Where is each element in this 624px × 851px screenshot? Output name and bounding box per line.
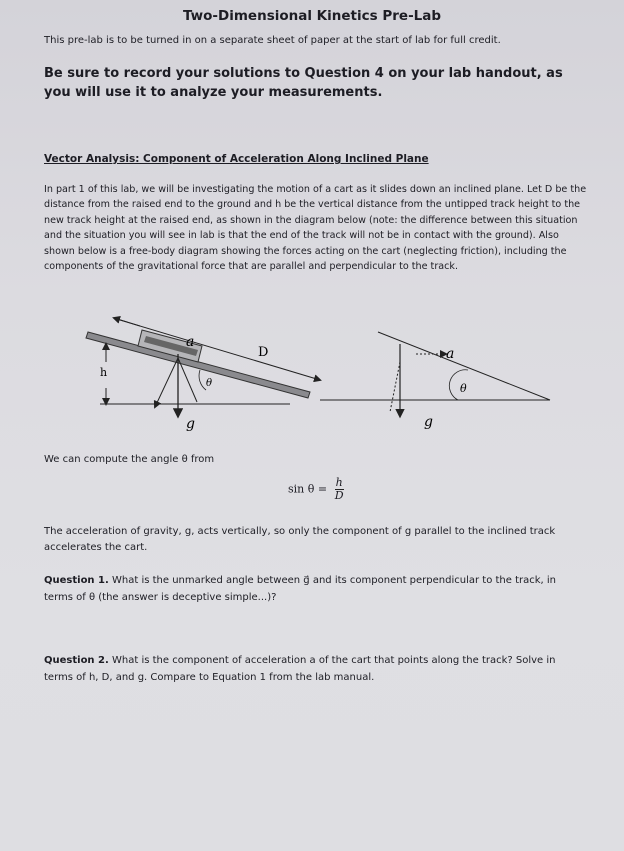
question-1 xyxy=(44,572,584,606)
label-g: g xyxy=(186,416,195,432)
page-title: Two-Dimensional Kinetics Pre-Lab xyxy=(182,8,442,24)
question-1-text: What is the unmarked angle between g⃗ and its component perpendicular to the track, in terms of θ (the answer is deceptive simple...)? xyxy=(44,575,557,603)
label-h: h xyxy=(100,366,108,379)
label-a: a xyxy=(186,334,195,350)
fbd-label-g: g xyxy=(424,414,433,430)
label-D: D xyxy=(258,345,269,360)
gravity-text: The acceleration of gravity, g, acts vertically, so only the component of g parallel to the inclined track accelerates the cart. xyxy=(44,526,556,553)
question-1-label: Question 1. xyxy=(44,575,109,586)
sine-equation xyxy=(288,477,344,502)
section-heading: Vector Analysis: Component of Acceleration Along Inclined Plane xyxy=(44,153,429,165)
fbd-label-theta: θ xyxy=(460,382,467,395)
equation-fraction xyxy=(335,477,344,502)
question-2-text: What is the component of acceleration a of the cart that points along the track? Solve in terms of h, D, and g. Compare to Equation 1 from the lab manual. xyxy=(44,655,556,683)
label-theta-left: θ xyxy=(206,378,213,389)
equation-lhs: sin θ = xyxy=(288,482,328,496)
angle-intro: We can compute the angle θ from xyxy=(44,454,215,465)
equation-numerator: h xyxy=(335,476,343,489)
question-2-label: Question 2. xyxy=(44,655,109,666)
inclined-track xyxy=(86,330,310,398)
fbd-label-a: a xyxy=(446,346,455,362)
description-paragraph: In part 1 of this lab, we will be investigating the motion of a cart as it slides down an inclined plane. Let D be the distance from the raised end to the ground and h be the vertical distance from the untipped track height to the new track height at the raised end, as shown in the diagram below (note: the difference between this situation and the situation you will see in lab is that the end of the track will not be in contact with the ground). Also shown below is a free-body diagram showing the forces acting on the cart (neglecting friction), including the components of the gravitational force that are parallel and perpendicular to the track. xyxy=(44,184,587,273)
record-note: Be sure to record your solutions to Question 4 on your lab handout, as you will use it to analyze your measurements. xyxy=(44,66,563,100)
question-2 xyxy=(44,652,584,686)
intro-text: This pre-lab is to be turned in on a separate sheet of paper at the start of lab for full credit. xyxy=(44,35,501,46)
equation-denominator: D xyxy=(334,489,344,502)
incline-diagram xyxy=(80,312,570,442)
